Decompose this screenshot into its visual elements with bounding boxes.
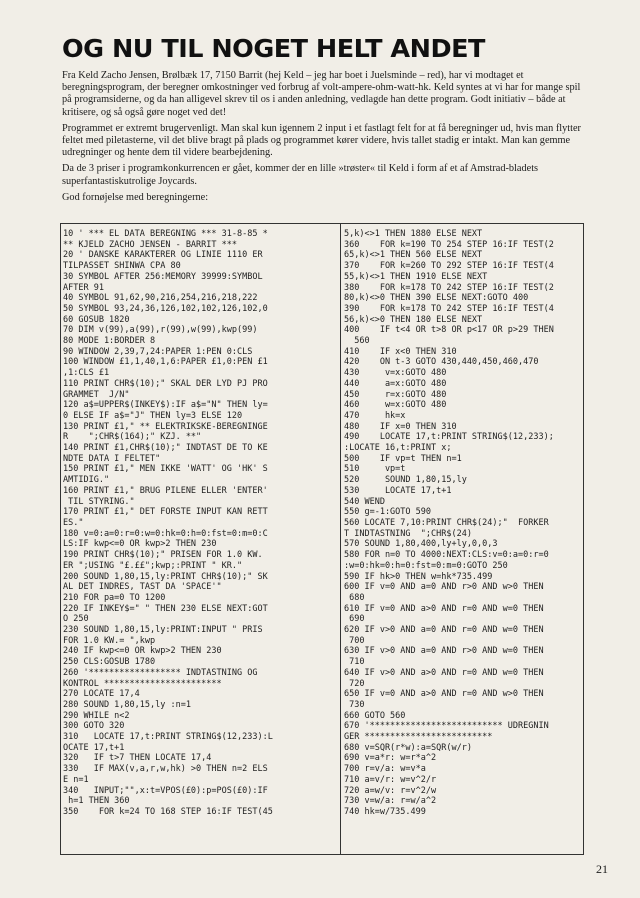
code-line: 740 hk=w/735.499 [344, 806, 426, 817]
code-line: 570 SOUND 1,80,400,ly+ly,0,0,3 [344, 539, 498, 550]
code-line: 210 FOR pa=0 TO 1200 [63, 592, 166, 603]
code-line: 500 IF vp=t THEN n=1 [344, 453, 462, 464]
code-line: 690 v=a*r: w=r*a^2 [344, 753, 437, 764]
code-line: AL DET INDRES, TAST DA 'SPACE'" [63, 582, 222, 593]
code-line: AFTER 91 [63, 282, 104, 293]
code-line: 560 LOCATE 7,10:PRINT CHR$(24);" FORKER [344, 517, 549, 528]
code-line: 650 IF v=0 AND a>0 AND r=0 AND w>0 THEN [344, 689, 544, 700]
code-line: 510 vp=t [344, 464, 406, 475]
intro-paragraph: God fornøjelse med beregningerne: [62, 191, 209, 203]
code-line: 320 IF t>7 THEN LOCATE 17,4 [63, 753, 212, 764]
code-line: AMTIDIG." [63, 475, 110, 486]
code-line: 180 v=0:a=0:r=0:w=0:hk=0:h=0:fst=0:m=0:C [63, 528, 268, 539]
code-line: 0 ELSE IF a$="J" THEN ly=3 ELSE 120 [63, 410, 243, 421]
intro-text [62, 70, 588, 208]
code-line: ** KJELD ZACHO JENSEN - BARRIT *** [63, 239, 237, 250]
code-line: 560 [344, 336, 370, 347]
code-line: 56,k)<>0 THEN 180 ELSE NEXT [344, 314, 483, 325]
code-line: :w=0:hk=0:h=0:fst=0:m=0:GOTO 250 [344, 560, 508, 571]
code-line: 680 [344, 592, 365, 603]
code-line: 190 PRINT CHR$(10);" PRISEN FOR 1.0 KW. [63, 550, 263, 561]
page-title: OG NU TIL NOGET HELT ANDET [62, 34, 485, 63]
code-line: 220 IF INKEY$=" " THEN 230 ELSE NEXT:GOT [63, 603, 268, 614]
code-line: 350 FOR k=24 TO 168 STEP 16:IF TEST(45 [63, 806, 273, 817]
code-line: GRAMMET J/N" [63, 389, 130, 400]
code-line: 270 LOCATE 17,4 [63, 689, 140, 700]
code-line: 55,k)<>1 THEN 1910 ELSE NEXT [344, 271, 488, 282]
code-line: ,1:CLS £1 [63, 368, 110, 379]
code-line: 700 [344, 635, 365, 646]
code-line: 590 IF hk>0 THEN w=hk*735.499 [344, 571, 493, 582]
code-line: 610 IF v=0 AND a>0 AND r=0 AND w=0 THEN [344, 603, 544, 614]
code-column-right [344, 229, 582, 818]
code-line: h=1 THEN 360 [63, 796, 130, 807]
code-line: 280 SOUND 1,80,15,ly :n=1 [63, 699, 191, 710]
code-line: NDTE DATA I FELTET" [63, 453, 161, 464]
code-line: 20 ' DANSKE KARAKTERER OG LINIE 1110 ER [63, 250, 263, 261]
code-line: 230 SOUND 1,80,15,ly:PRINT:INPUT " PRIS [63, 625, 263, 636]
code-line: 80,k)<>0 THEN 390 ELSE NEXT:GOTO 400 [344, 293, 529, 304]
code-line: 580 FOR n=0 TO 4000:NEXT:CLS:v=0:a=0:r=0 [344, 550, 549, 561]
code-line: 450 r=x:GOTO 480 [344, 389, 447, 400]
code-line: 720 [344, 678, 365, 689]
code-line: TILPASSET SHINWA CPA 80 [63, 261, 181, 272]
code-line: 300 GOTO 320 [63, 721, 125, 732]
code-line: 240 IF kwp<=0 OR kwp>2 THEN 230 [63, 646, 222, 657]
code-line: 730 [344, 699, 365, 710]
code-line: 640 IF v>0 AND a>0 AND r=0 AND w=0 THEN [344, 667, 544, 678]
code-line: 330 IF MAX(v,a,r,w,hk) >0 THEN n=2 ELS [63, 764, 268, 775]
code-line: 340 INPUT;"",x:t=VPOS(£0):p=POS(£0):IF [63, 785, 268, 796]
code-line: 730 v=w/a: r=w/a^2 [344, 796, 437, 807]
code-line: 420 ON t-3 GOTO 430,440,450,460,470 [344, 357, 539, 368]
code-line: 600 IF v=0 AND a=0 AND r>0 AND w>0 THEN [344, 582, 544, 593]
code-line: 620 IF v>0 AND a=0 AND r=0 AND w=0 THEN [344, 625, 544, 636]
code-line: 550 g=-1:GOTO 590 [344, 507, 431, 518]
intro-paragraph: Fra Keld Zacho Jensen, Brølbæk 17, 7150 Barrit (hej Keld – jeg har boet i Juelsminde – red), har vi modtaget et beregningsprogram, der beregner omkostninger ved forbrug af volt-ampere-ohm-watt-hk. Keld syntes at vi har for mange spil på programsiderne, og da han alligevel skrev til os i anden anledning, vedlagde han dette program. Godt initiativ – både at kritisere, og så også gøre noget ved det! [62, 70, 581, 118]
code-line: 150 PRINT £1," MEN IKKE 'WATT' OG 'HK' S [63, 464, 268, 475]
code-line: 380 FOR k=178 TO 242 STEP 16:IF TEST(2 [344, 282, 554, 293]
code-line: 710 a=v/r: w=v^2/r [344, 774, 437, 785]
code-line: TIL STYRING." [63, 496, 135, 507]
code-line: 700 r=v/a: w=v*a [344, 764, 426, 775]
code-line: 670 '************************** UDREGNIN [344, 721, 549, 732]
code-line: 100 WINDOW £1,1,40,1,6:PAPER £1,0:PEN £1 [63, 357, 268, 368]
code-line: 410 IF x<0 THEN 310 [344, 346, 457, 357]
code-line: R ";CHR$(164);" KZJ. **" [63, 432, 202, 443]
code-line: 530 LOCATE 17,t+1 [344, 485, 452, 496]
code-line: 540 WEND [344, 496, 385, 507]
code-line: 490 LOCATE 17,t:PRINT STRING$(12,233); [344, 432, 554, 443]
code-line: 260 '****************** INDTASTNING OG [63, 667, 258, 678]
code-line: 90 WINDOW 2,39,7,24:PAPER 1:PEN 0:CLS [63, 346, 253, 357]
code-line: 80 MODE 1:BORDER 8 [63, 336, 156, 347]
code-line: 170 PRINT £1," DET FORSTE INPUT KAN RETT [63, 507, 268, 518]
code-column-divider [340, 223, 341, 855]
code-line: ES." [63, 517, 84, 528]
code-line: 250 CLS:GOSUB 1780 [63, 657, 156, 668]
code-line: 50 SYMBOL 93,24,36,126,102,102,126,102,0 [63, 303, 268, 314]
code-line: 430 v=x:GOTO 480 [344, 368, 447, 379]
code-line: O 250 [63, 614, 89, 625]
code-line: 370 FOR k=260 TO 292 STEP 16:IF TEST(4 [344, 261, 554, 272]
code-line: 110 PRINT CHR$(10);" SKAL DER LYD PJ PRO [63, 378, 268, 389]
code-line: 390 FOR k=178 TO 242 STEP 16:IF TEST(4 [344, 303, 554, 314]
code-line: FOR 1.0 KW.= ",kwp [63, 635, 156, 646]
code-line: 470 hk=x [344, 410, 406, 421]
code-column-left [63, 229, 337, 818]
page-number: 21 [596, 862, 608, 876]
code-line: 70 DIM v(99),a(99),r(99),w(99),kwp(99) [63, 325, 258, 336]
code-line: T INDTASTNING ";CHR$(24) [344, 528, 472, 539]
code-line: 40 SYMBOL 91,62,90,216,254,216,218,222 [63, 293, 258, 304]
code-line: 440 a=x:GOTO 480 [344, 378, 447, 389]
code-line: ER ";USING "£.££";kwp;:PRINT " KR." [63, 560, 243, 571]
code-line: 200 SOUND 1,80,15,ly:PRINT CHR$(10);" SK [63, 571, 268, 582]
code-line: 630 IF v>0 AND a=0 AND r>0 AND w=0 THEN [344, 646, 544, 657]
code-line: 480 IF x=0 THEN 310 [344, 421, 457, 432]
code-line: :LOCATE 16,t:PRINT x; [344, 443, 452, 454]
code-line: 60 GOSUB 1820 [63, 314, 130, 325]
code-line: 520 SOUND 1,80,15,ly [344, 475, 467, 486]
code-line: 460 w=x:GOTO 480 [344, 400, 447, 411]
code-line: LS:IF kwp<=0 OR kwp>2 THEN 230 [63, 539, 217, 550]
code-line: 30 SYMBOL AFTER 256:MEMORY 39999:SYMBOL [63, 271, 263, 282]
code-line: 360 FOR k=190 TO 254 STEP 16:IF TEST(2 [344, 239, 554, 250]
code-line: 660 GOTO 560 [344, 710, 406, 721]
code-line: 120 a$=UPPER$(INKEY$):IF a$="N" THEN ly= [63, 400, 268, 411]
code-line: 400 IF t<4 OR t>8 OR p<17 OR p>29 THEN [344, 325, 554, 336]
code-line: 130 PRINT £1," ** ELEKTRIKSKE-BEREGNINGE [63, 421, 268, 432]
code-line: OCATE 17,t+1 [63, 742, 125, 753]
code-line: KONTROL *********************** [63, 678, 222, 689]
code-line: 680 v=SQR(r*w):a=SQR(w/r) [344, 742, 472, 753]
code-line: 310 LOCATE 17,t:PRINT STRING$(12,233):L [63, 732, 273, 743]
code-line: 160 PRINT £1," BRUG PILENE ELLER 'ENTER' [63, 485, 268, 496]
code-line: 690 [344, 614, 365, 625]
code-line: 5,k)<>1 THEN 1880 ELSE NEXT [344, 229, 483, 239]
code-line: 140 PRINT £1,CHR$(10);" INDTAST DE TO KE [63, 443, 268, 454]
code-line: 720 a=w/v: r=v^2/w [344, 785, 437, 796]
code-line: 290 WHILE n<2 [63, 710, 130, 721]
code-line: 65,k)<>1 THEN 560 ELSE NEXT [344, 250, 483, 261]
intro-paragraph: Da de 3 priser i programkonkurrencen er gået, kommer der en lille »trøster« til Keld i form af et af Amstrad-bladets superfantastiskutrolige Joycards. [62, 163, 539, 187]
code-line: 10 ' *** EL DATA BEREGNING *** 31-8-85 * [63, 229, 268, 239]
intro-paragraph: Programmet er extremt brugervenligt. Man skal kun igennem 2 input i et fastlagt felt for at få beregninger ud, hvis man flytter feltet med piletasterne, vil det blive bragt på plads og programmet kører videre, hvis tallet stadig er intakt. Man kan gemme udregninger og hente dem til videre bearbejdening. [62, 122, 581, 159]
code-line: GER ************************* [344, 732, 493, 743]
code-line: 710 [344, 657, 365, 668]
code-line: E n=1 [63, 774, 89, 785]
